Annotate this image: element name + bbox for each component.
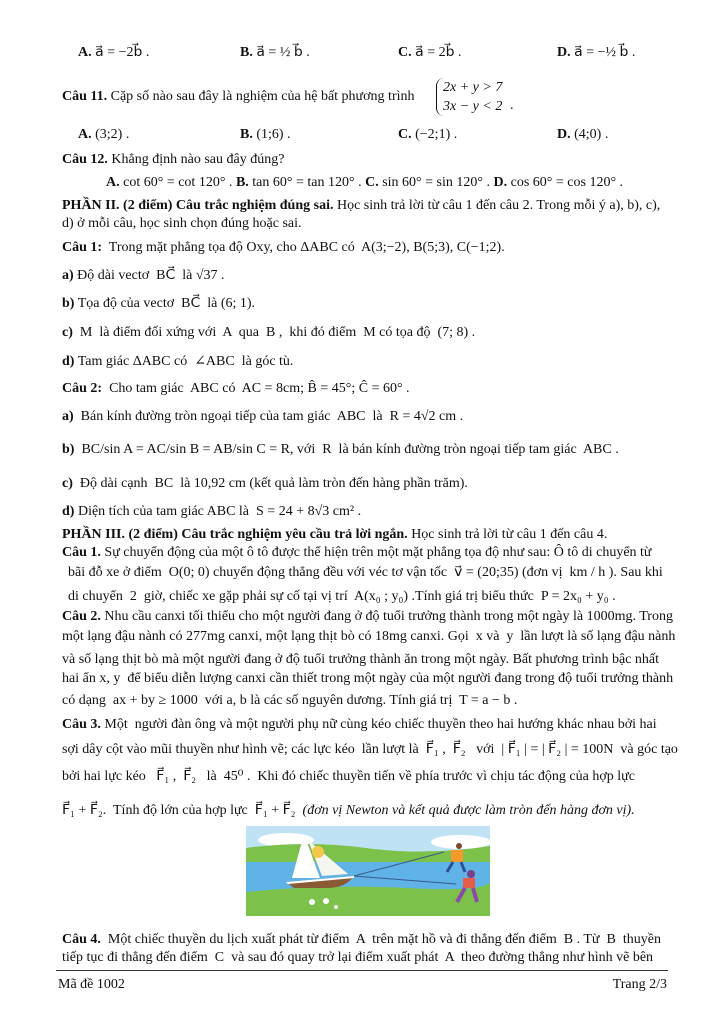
line-text: Diện tích của tam giác ABC là S = 24 + 8√3 cm² .: [74, 504, 362, 519]
line-text: sợi dây cột vào mũi thuyền như hình vẽ; các lực kéo lần lượt là F⃗₁ , F⃗₂ với | F⃗₁ | = | F⃗₂ | = 100N và góc tạo: [62, 742, 678, 757]
line-text: sin 60° = sin 120° .: [378, 175, 494, 190]
bold-label: Câu 4.: [62, 932, 101, 947]
line-text: Tam giác ΔABC có ∠ABC là góc tù.: [74, 354, 294, 369]
bold-label: c): [62, 476, 73, 491]
question-11-label: Câu 11.: [62, 89, 108, 104]
text-line: [62, 503, 361, 521]
line-text: một lạng đậu nành có 277mg canxi, một lạng thịt bò có 18mg canxi. Gọi x và y lần lượt là số lạng đậu nành: [62, 629, 676, 644]
line-text: Một chiếc thuyền du lịch xuất phát từ điểm A trên mặt hồ và đi thẳng đến điểm B . Từ B thuyền: [100, 932, 661, 947]
text-line: [62, 324, 475, 342]
option-label: D.: [557, 127, 571, 142]
line-text: Độ dài cạnh BC là 10,92 cm (kết quả làm tròn đến hàng phần trăm).: [72, 476, 468, 491]
exam-code: Mã đề 1002: [58, 977, 125, 992]
line-text: và số lạng thịt bò mà một người đang ở độ tuổi trưởng thành ăn trong một ngày. Bất phương trình bậc nhất: [62, 652, 659, 667]
line-text: Sự chuyển động của một ô tô được thể hiện trên một mặt phẳng tọa độ như sau: Ô tô di chuyển từ: [100, 545, 652, 560]
option-text: a⃗ = −2b⃗ .: [95, 45, 150, 60]
option-text: a⃗ = ½ b⃗ .: [256, 45, 310, 60]
bold-label: a): [62, 409, 74, 424]
text-line: [62, 215, 302, 233]
text-line: [62, 526, 607, 544]
line-text: Khẳng định nào sau đây đúng?: [107, 152, 285, 167]
bold-label: A.: [106, 175, 120, 190]
line-text: Một người đàn ông và một người phụ nữ cùng kéo chiếc thuyền theo hai hướng khác nhau bởi hai: [100, 717, 657, 732]
option-text: (−2;1) .: [415, 127, 458, 142]
text-line: [68, 564, 663, 582]
italic-note: (đơn vị Newton và kết quả được làm tròn đến hàng đơn vị).: [302, 803, 635, 818]
bold-label: Câu 1:: [62, 240, 103, 255]
inequality-2: 3x − y < 2: [443, 99, 503, 114]
bold-label: Câu 1.: [62, 545, 101, 560]
option-text: (3;2) .: [95, 127, 130, 142]
line-text: cos 60° = cos 120° .: [507, 175, 624, 190]
bold-label: PHẦN III. (2 điểm) Câu trắc nghiệm yêu cầu trả lời ngắn.: [62, 527, 408, 542]
text-line: [62, 544, 652, 562]
text-line: [62, 353, 293, 371]
option-d: [557, 126, 608, 144]
footer-divider: [56, 970, 668, 971]
line-text: F⃗₁ + F⃗₂. Tính độ lớn của hợp lực F⃗₁ + F⃗₂: [62, 803, 303, 818]
text-line: [62, 408, 463, 426]
text-line: [62, 608, 673, 626]
text-line: [62, 475, 468, 493]
text-line: [62, 267, 225, 285]
bold-label: Câu 12.: [62, 152, 108, 167]
option-a: [78, 126, 129, 144]
line-text: Trong mặt phẳng tọa độ Oxy, cho ΔABC có A(3;−2), B(5;3), C(−1;2).: [102, 240, 505, 255]
text-line: [62, 197, 660, 215]
inequality-system: [436, 78, 502, 116]
boat-illustration: [246, 826, 490, 916]
bold-label: Câu 2:: [62, 381, 103, 396]
bold-label: c): [62, 325, 73, 340]
text-line: [62, 441, 619, 459]
line-text: BC/sin A = AC/sin B = AB/sin C = R, với R là bán kính đường tròn ngoại tiếp tam giác ABC .: [74, 442, 619, 457]
inequality-1: 2x + y > 7: [443, 80, 503, 95]
question-11-text: Cặp số nào sau đây là nghiệm của hệ bất phương trình: [110, 89, 415, 104]
text-line: [62, 741, 678, 759]
text-line: [62, 295, 255, 313]
line-text: Cho tam giác ABC có AC = 8cm; B̂ = 45°; Ĉ = 60° .: [102, 381, 410, 396]
option-label: C.: [398, 45, 412, 60]
text-line: [62, 802, 635, 820]
bold-label: Câu 2.: [62, 609, 101, 624]
line-text: Học sinh trả lời từ câu 1 đến câu 4.: [407, 527, 608, 542]
text-line: [62, 151, 284, 169]
line-text: tiếp tục đi thẳng đến điểm C và sau đó quay trở lại điểm xuất phát A theo đường thẳng như hình vẽ bên: [62, 950, 654, 965]
option-label: A.: [78, 127, 92, 142]
option-a: [78, 44, 149, 62]
option-text: a⃗ = −½ b⃗ .: [574, 45, 636, 60]
text-line: [62, 716, 657, 734]
line-text: Nhu cầu canxi tối thiểu cho một người đang ở độ tuổi trưởng thành trong một ngày là 1000mg. Trong: [100, 609, 673, 624]
line-text: di chuyển 2 giờ, chiếc xe gặp phải sự cố tại vị trí A(x₀ ; y₀) .Tính giá trị biểu thức P = 2x₀ + y₀ .: [68, 589, 616, 604]
bold-label: a): [62, 268, 74, 283]
option-c: [398, 44, 462, 62]
line-text: Độ dài vectơ BC⃗ là √37 .: [73, 268, 225, 283]
option-c: [398, 126, 457, 144]
option-label: B.: [240, 127, 253, 142]
line-text: hai ẩn x, y để biểu diễn lượng canxi cần thiết trong một ngày của một người đang trong độ tuổi trưởng thành: [62, 671, 674, 686]
option-label: A.: [78, 45, 92, 60]
line-text: bãi đỗ xe ở điểm O(0; 0) chuyển động thẳng đều với véc tơ vận tốc v⃗ = (20;35) (đơn vị km / h ). Sau khi: [68, 565, 663, 580]
bold-label: D.: [493, 175, 508, 190]
option-b: [240, 126, 291, 144]
option-label: C.: [398, 127, 412, 142]
line-text: M là điểm đối xứng với A qua B , khi đó điểm M có tọa độ (7; 8) .: [72, 325, 476, 340]
bold-label: Câu 3.: [62, 717, 101, 732]
line-text: Tọa độ của vectơ BC⃗ là (6; 1).: [74, 296, 256, 311]
option-label: D.: [557, 45, 571, 60]
bold-label: C.: [365, 175, 379, 190]
line-text: bởi hai lực kéo F⃗₁ , F⃗₂ là 45⁰ . Khi đó chiếc thuyền tiến về phía trước vì chịu tác động của hợp lực: [62, 769, 635, 784]
option-label: B.: [240, 45, 253, 60]
text-line: [62, 651, 659, 669]
line-text: tan 60° = tan 120° .: [248, 175, 366, 190]
line-text: cot 60° = cot 120° .: [119, 175, 236, 190]
bold-label: B.: [235, 175, 249, 190]
text-line: [106, 174, 623, 192]
text-line: [62, 239, 505, 257]
question-11: [62, 88, 415, 106]
system-end: .: [510, 98, 514, 113]
option-b: [240, 44, 310, 62]
bold-label: d): [62, 354, 75, 369]
line-text: có dạng ax + by ≥ 1000 với a, b là các số nguyên dương. Tính giá trị T = a − b .: [62, 693, 518, 708]
text-line: [68, 588, 616, 606]
text-line: [62, 628, 675, 646]
option-text: a⃗ = 2b⃗ .: [415, 45, 462, 60]
text-line: [62, 949, 653, 967]
bold-label: b): [62, 442, 75, 457]
bold-label: b): [62, 296, 75, 311]
text-line: [62, 692, 517, 710]
text-line: [62, 670, 673, 688]
bold-label: PHẦN II. (2 điểm) Câu trắc nghiệm đúng sai.: [62, 198, 334, 213]
text-line: [62, 380, 410, 398]
text-line: [62, 768, 635, 786]
option-text: (1;6) .: [256, 127, 291, 142]
option-text: (4;0) .: [574, 127, 609, 142]
option-d: [557, 44, 635, 62]
text-line: [62, 931, 661, 949]
line-text: Học sinh trả lời từ câu 1 đến câu 2. Trong mỗi ý a), b), c),: [333, 198, 661, 213]
bold-label: d): [62, 504, 75, 519]
line-text: Bán kính đường tròn ngoại tiếp của tam giác ABC là R = 4√2 cm .: [73, 409, 464, 424]
page-number: Trang 2/3: [612, 977, 667, 992]
line-text: d) ở mỗi câu, học sinh chọn đúng hoặc sai.: [62, 216, 302, 231]
